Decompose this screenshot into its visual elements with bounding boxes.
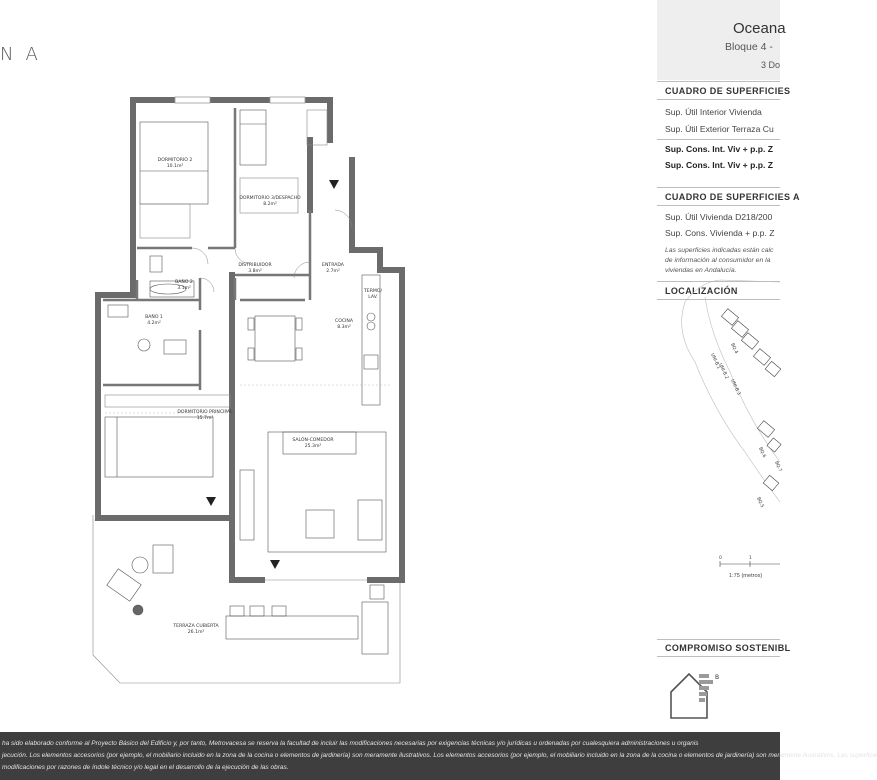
surface-row: Sup. Cons. Vivienda + p.p. Z bbox=[665, 228, 775, 238]
room-area: 15.7m² bbox=[196, 416, 214, 421]
map-label: UNI-B.2 bbox=[717, 362, 729, 381]
room-area: 25.3m² bbox=[304, 444, 322, 449]
legal-footer bbox=[0, 732, 877, 780]
room-name: DORMITORIO 3/DESPACHO bbox=[239, 196, 301, 201]
bedrooms-subtitle: 3 Do bbox=[761, 60, 781, 70]
room-area: 8.2m² bbox=[263, 202, 277, 207]
divider bbox=[657, 81, 780, 82]
surface-row: Sup. Cons. Int. Viv + p.p. Z bbox=[665, 144, 773, 154]
footer-line: ha sido elaborado conforme al Proyecto Básico del Edificio y, por tanto, Metrovacesa se reserva la facultad de incluir las modificaciones necesarias por exigencias técnicas y/o jurídicas u ordenadas por cualesquiera administraciones u organis bbox=[2, 740, 699, 747]
divider bbox=[657, 639, 780, 640]
location-title: LOCALIZACIÓN bbox=[665, 286, 738, 296]
block-subtitle: Bloque 4 - bbox=[725, 41, 773, 53]
map-label: BQ.6 bbox=[757, 446, 767, 459]
room-area: 8.3m² bbox=[337, 325, 351, 330]
surface-row: Sup. Útil Interior Vivienda bbox=[665, 107, 762, 117]
divider bbox=[657, 139, 780, 140]
room-name: BAÑO 2 bbox=[175, 280, 193, 285]
brand-logo-text: NA bbox=[0, 44, 50, 65]
surfaces-title: CUADRO DE SUPERFICIES bbox=[665, 86, 791, 96]
room-name: DISTRIBUIDOR bbox=[238, 263, 272, 268]
room-area: 10.1m² bbox=[166, 164, 184, 169]
location-map-drawing bbox=[675, 272, 783, 572]
room-name: SALÓN-COMEDOR bbox=[292, 438, 334, 443]
divider bbox=[657, 656, 780, 657]
energy-class: B bbox=[715, 674, 720, 681]
surface-row: Sup. Útil Vivienda D218/200 bbox=[665, 212, 773, 222]
room-name: BAÑO 1 bbox=[145, 315, 163, 320]
map-label: BQ.5 bbox=[755, 496, 765, 509]
surfaces-note: viviendas en Andalucía. bbox=[665, 267, 737, 274]
energy-house-icon bbox=[667, 668, 727, 720]
room-area: LAV. bbox=[368, 295, 378, 300]
sustainability-title: COMPROMISO SOSTENIBL bbox=[665, 643, 791, 653]
floor-plan bbox=[60, 90, 640, 690]
room-name: DORMITORIO PRINCIPAL bbox=[177, 410, 233, 415]
room-area: 4.2m² bbox=[147, 321, 161, 326]
room-name: TERMO/ bbox=[363, 289, 383, 294]
floor-plan-drawing bbox=[60, 90, 640, 690]
room-area: 2.7m² bbox=[326, 269, 340, 274]
room-name: ENTRADA bbox=[322, 263, 344, 268]
room-area: 3.8m² bbox=[248, 269, 262, 274]
room-area: 3.1m² bbox=[177, 286, 191, 291]
scale-label: 1:75 (metros) bbox=[729, 573, 763, 579]
map-label: BQ.7 bbox=[773, 460, 783, 473]
room-name: TERRAZA CUBIERTA bbox=[173, 624, 219, 629]
footer-line: modificaciones por razones de índole técnico y/o legal en el desarrollo de la ejecución de las obras. bbox=[2, 764, 289, 771]
info-panel bbox=[657, 0, 800, 780]
room-name: COCINA bbox=[335, 319, 353, 324]
development-title: Oceana bbox=[733, 20, 786, 37]
divider bbox=[657, 99, 780, 100]
surface-row: Sup. Útil Exterior Terraza Cu bbox=[665, 124, 774, 134]
room-name: DORMITORIO 2 bbox=[157, 158, 193, 163]
scale-tick: 0 bbox=[719, 556, 722, 561]
surface-row: Sup. Cons. Int. Viv + p.p. Z bbox=[665, 160, 773, 170]
map-label: BQ.4 bbox=[729, 342, 739, 355]
surfaces-note: de información al consumidor en la bbox=[665, 257, 771, 264]
location-map bbox=[675, 272, 783, 572]
divider bbox=[657, 187, 780, 188]
map-label: UNI-B.1 bbox=[709, 352, 721, 371]
footer-line: jecución. Los elementos accesorios (por ejemplo, el mobiliario incluido en la zona de la cocina o elementos de jardinería) son meramente ilustrativos. Los elementos accesorios (por ejemplo, el mobiliario incluido en la zona de la cocina o elementos de jardinería) son meramente ilustrativos. Las superficie bbox=[2, 752, 877, 759]
divider bbox=[657, 205, 780, 206]
surfaces-note: Las superficies indicadas están calc bbox=[665, 247, 774, 254]
map-label: UNI-B.3 bbox=[729, 378, 741, 397]
surfaces2-title: CUADRO DE SUPERFICIES A bbox=[665, 192, 800, 202]
room-area: 26.1m² bbox=[187, 630, 205, 635]
scale-tick: 1 bbox=[749, 556, 752, 561]
